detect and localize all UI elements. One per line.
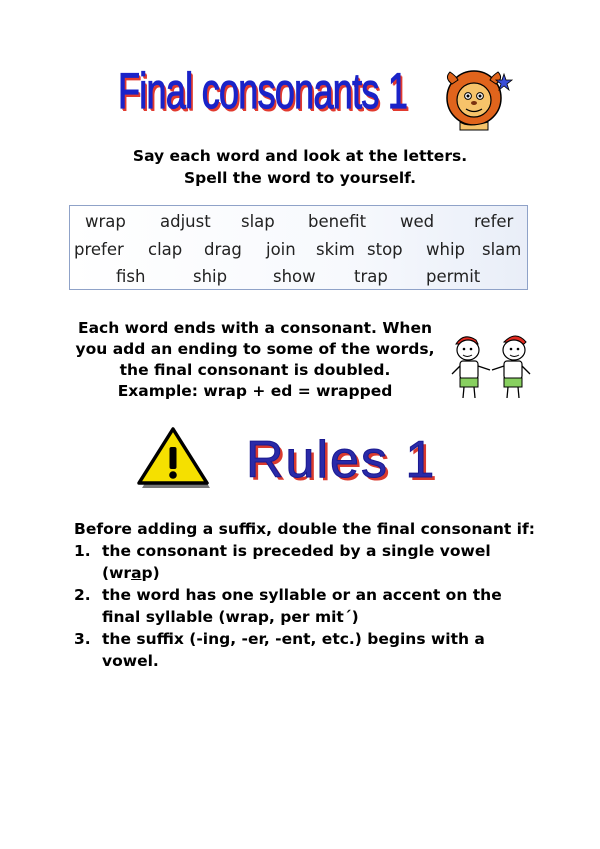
word: slap: [241, 212, 275, 231]
word: fish: [116, 267, 146, 286]
word: wed: [400, 212, 435, 231]
word: permit: [426, 267, 481, 286]
word: ship: [193, 267, 228, 286]
rule-number: 2.: [74, 586, 91, 604]
word: adjust: [160, 212, 211, 231]
explanation: [60, 318, 450, 402]
rule-text: the consonant is preceded by a single vowel (wr: [102, 542, 491, 582]
word: slam: [482, 240, 522, 259]
rules-list: [74, 540, 544, 672]
explanation-line-3: the final consonant is doubled.: [119, 361, 391, 379]
rules-section: [74, 518, 544, 672]
warning-icon: [135, 427, 211, 489]
rule-item: [74, 584, 544, 628]
rule-item: [74, 628, 544, 672]
rule-underlined-vowel: a: [131, 564, 142, 582]
word: trap: [354, 267, 388, 286]
explanation-line-2: you add an ending to some of the words,: [75, 340, 435, 358]
lion-icon: [438, 64, 518, 132]
word-list-box: [69, 205, 528, 290]
word: clap: [148, 240, 183, 259]
word: whip: [426, 240, 466, 259]
word: wrap: [85, 212, 126, 231]
word: benefit: [308, 212, 367, 231]
word: show: [273, 267, 316, 286]
word: refer: [474, 212, 514, 231]
instructions-line-2: Spell the word to yourself.: [184, 169, 416, 187]
word: skim: [316, 240, 355, 259]
title-area: [0, 60, 600, 138]
instructions-line-1: Say each word and look at the letters.: [132, 147, 468, 165]
twins-icon: [450, 330, 532, 402]
word: stop: [367, 240, 403, 259]
rule-text: the word has one syllable or an accent on the final syllable (wrap, per mit´): [102, 586, 502, 626]
rule-number: 1.: [74, 542, 91, 560]
word: join: [266, 240, 296, 259]
rule-item: [74, 540, 544, 584]
rule-number: 3.: [74, 630, 91, 648]
explanation-line-1: Each word ends with a consonant. When: [77, 319, 432, 337]
instructions: [0, 145, 600, 189]
explanation-example: Example: wrap + ed = wrapped: [117, 382, 393, 400]
word: drag: [204, 240, 242, 259]
word: prefer: [74, 240, 124, 259]
rule-text-end: p): [141, 564, 160, 582]
rules-lead: Before adding a suffix, double the final consonant if:: [74, 520, 535, 538]
rule-text: the suffix (-ing, -er, -ent, etc.) begins with a vowel.: [102, 630, 485, 670]
page-title: Final consonants 1: [118, 63, 408, 119]
rules-heading: Rules 1: [246, 431, 437, 489]
